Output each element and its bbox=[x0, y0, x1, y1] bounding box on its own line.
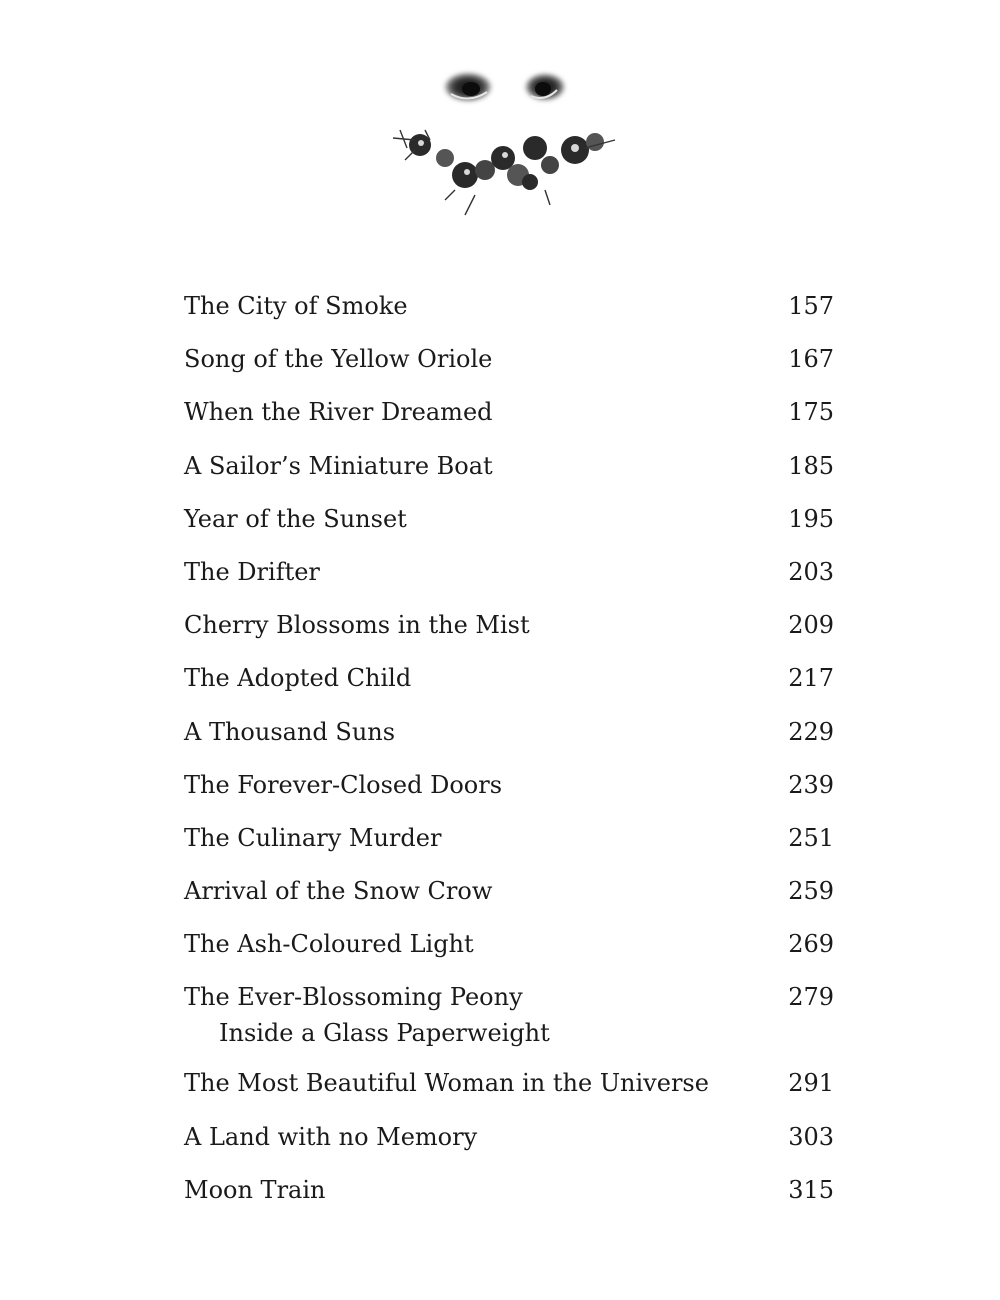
toc-entry-page: 229 bbox=[788, 717, 834, 746]
toc-entry-title: The Adopted Child bbox=[184, 664, 412, 693]
toc-entry-page: 291 bbox=[788, 1069, 834, 1098]
toc-entry-page: 157 bbox=[788, 292, 834, 320]
toc-entry[interactable] bbox=[184, 1172, 834, 1225]
toc-entry-title: The Forever-Closed Doors bbox=[184, 770, 503, 799]
toc-entry-page: 167 bbox=[788, 345, 834, 374]
toc-entry-title: Song of the Yellow Oriole bbox=[184, 345, 493, 374]
toc-entry-title: A Thousand Suns bbox=[184, 717, 396, 746]
toc-entry-title: Moon Train bbox=[184, 1175, 326, 1204]
toc-entry-title: Arrival of the Snow Crow bbox=[184, 877, 493, 906]
toc-entry-title: The Culinary Murder bbox=[184, 823, 442, 852]
toc-entry-title: The Ash-Coloured Light bbox=[184, 930, 474, 959]
header-ornament bbox=[385, 60, 625, 220]
toc-entry-title-line1: The Ever-Blossoming Peony bbox=[184, 983, 523, 1012]
toc-entry-page: 239 bbox=[788, 770, 834, 799]
toc-entry-page: 209 bbox=[788, 611, 834, 640]
toc-entry-title: When the River Dreamed bbox=[184, 398, 493, 427]
toc-entry-page: 259 bbox=[788, 877, 834, 906]
toc-entry[interactable] bbox=[184, 341, 834, 394]
toc-entry-title: The City of Smoke bbox=[184, 292, 408, 320]
toc-entry-title: Cherry Blossoms in the Mist bbox=[184, 611, 530, 640]
toc-entry-page: 279 bbox=[788, 983, 834, 1012]
toc-entry[interactable] bbox=[184, 448, 834, 501]
toc-entry-title: The Drifter bbox=[184, 557, 320, 586]
toc-entry[interactable] bbox=[184, 607, 834, 660]
toc-entry[interactable] bbox=[184, 979, 834, 1065]
toc-entry[interactable] bbox=[184, 1065, 834, 1118]
toc-entry[interactable] bbox=[184, 554, 834, 607]
toc-entry[interactable] bbox=[184, 873, 834, 926]
toc-entry[interactable] bbox=[184, 501, 834, 554]
eyes-illustration bbox=[385, 60, 625, 120]
toc-entry-page: 203 bbox=[788, 557, 834, 586]
toc-entry-page: 175 bbox=[788, 398, 834, 427]
toc-entry-page: 269 bbox=[788, 930, 834, 959]
toc-entry-page: 303 bbox=[788, 1122, 834, 1151]
toc-entry[interactable] bbox=[184, 288, 834, 341]
toc-entry-title bbox=[184, 979, 550, 1051]
floral-garland-illustration bbox=[385, 120, 625, 220]
toc-entry[interactable] bbox=[184, 1119, 834, 1172]
toc-entry-page: 315 bbox=[788, 1175, 834, 1204]
toc-entry-page: 251 bbox=[788, 823, 834, 852]
toc-entry-page: 195 bbox=[788, 504, 834, 533]
toc-entry-page: 185 bbox=[788, 451, 834, 480]
toc-entry-title: A Sailor’s Miniature Boat bbox=[184, 451, 493, 480]
toc-entry-title-line2: Inside a Glass Paperweight bbox=[219, 1019, 550, 1048]
table-of-contents bbox=[184, 288, 834, 1225]
toc-entry[interactable] bbox=[184, 660, 834, 713]
toc-entry[interactable] bbox=[184, 820, 834, 873]
toc-entry[interactable] bbox=[184, 767, 834, 820]
toc-entry[interactable] bbox=[184, 714, 834, 767]
toc-entry[interactable] bbox=[184, 394, 834, 447]
toc-entry-page: 217 bbox=[788, 664, 834, 693]
toc-entry[interactable] bbox=[184, 926, 834, 979]
toc-entry-title: Year of the Sunset bbox=[184, 504, 407, 533]
toc-entry-title: A Land with no Memory bbox=[184, 1122, 478, 1151]
toc-entry-title: The Most Beautiful Woman in the Universe bbox=[184, 1069, 709, 1098]
